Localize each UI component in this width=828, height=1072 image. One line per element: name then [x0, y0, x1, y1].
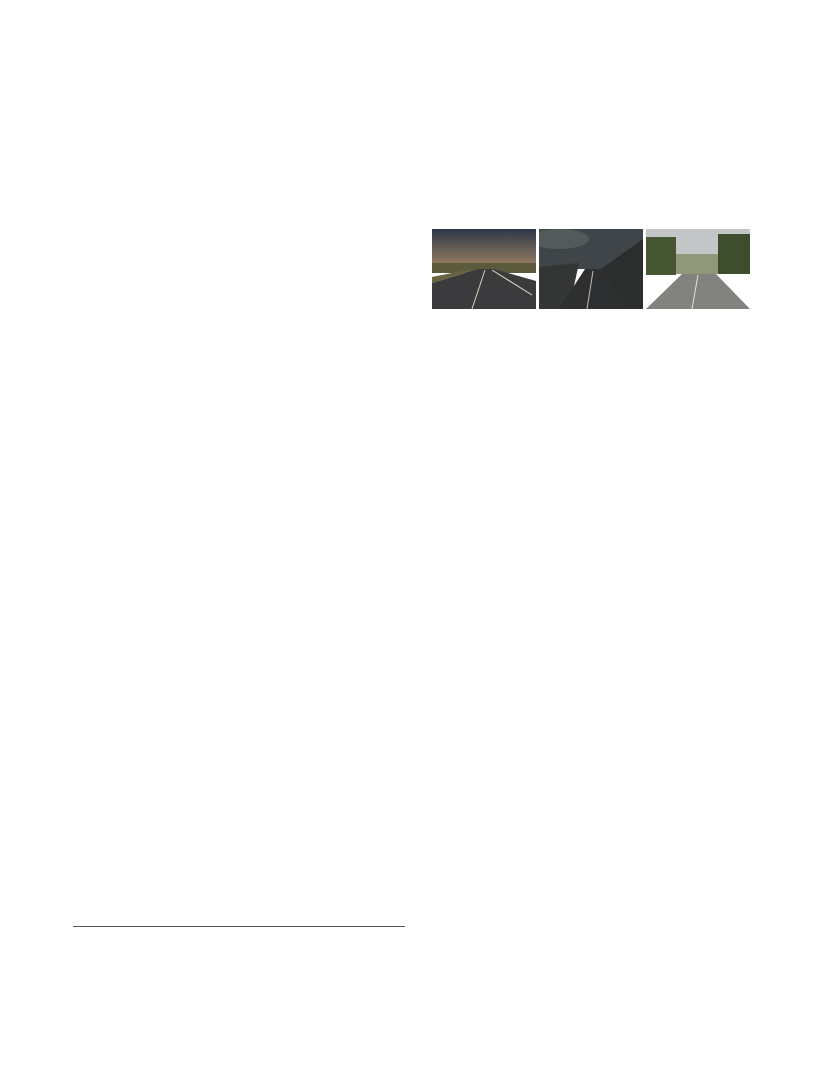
viewpoint-image-3: [646, 229, 750, 309]
figure-1: [422, 226, 757, 402]
left-column: [73, 233, 405, 247]
footnotes: [73, 926, 405, 933]
viewpoint-image-1: [432, 229, 536, 309]
steering-angle-charts: [422, 312, 757, 402]
viewpoint-image-2: [539, 229, 643, 309]
arxiv-identifier: [35, 289, 65, 689]
